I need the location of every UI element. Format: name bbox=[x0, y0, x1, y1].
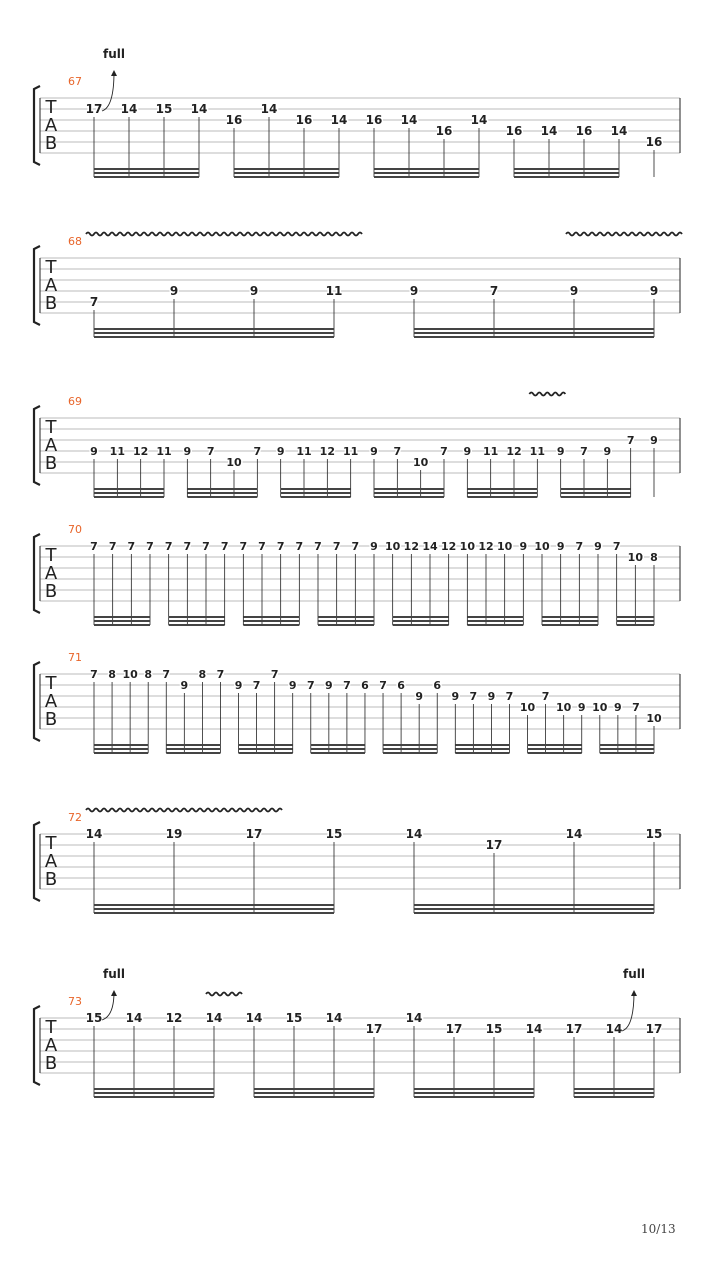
tab-system-73 bbox=[34, 967, 680, 1097]
tab-clef-t: T bbox=[45, 545, 57, 566]
vibrato-mark bbox=[206, 993, 242, 996]
fret-number: 11 bbox=[343, 445, 359, 458]
fret-number: 14 bbox=[330, 113, 348, 127]
fret-number: 7 bbox=[270, 668, 279, 681]
system-bracket bbox=[34, 246, 40, 325]
fret-number: 15 bbox=[325, 827, 343, 841]
system-bracket bbox=[34, 1006, 40, 1085]
fret-number: 14 bbox=[525, 1022, 543, 1036]
fret-number: 16 bbox=[435, 124, 453, 138]
fret-number: 9 bbox=[603, 445, 612, 458]
fret-number: 11 bbox=[109, 445, 125, 458]
fret-number: 10 bbox=[556, 701, 572, 714]
fret-number: 17 bbox=[365, 1022, 383, 1036]
fret-number: 7 bbox=[505, 690, 514, 703]
fret-number: 9 bbox=[577, 701, 586, 714]
fret-number: 7 bbox=[379, 679, 387, 692]
bend-full-label: full bbox=[103, 47, 125, 61]
tab-clef-b: B bbox=[44, 581, 58, 602]
fret-number: 9 bbox=[370, 445, 378, 458]
tab-clef-a: A bbox=[44, 691, 58, 712]
tab-clef-t: T bbox=[45, 257, 57, 278]
measure-number: 70 bbox=[68, 523, 82, 536]
fret-number: 17 bbox=[565, 1022, 583, 1036]
vibrato-mark bbox=[86, 233, 362, 236]
tab-clef-a: A bbox=[44, 851, 58, 872]
system-bracket bbox=[34, 822, 40, 901]
fret-number: 17 bbox=[85, 102, 103, 116]
tab-clef-a: A bbox=[44, 1035, 58, 1056]
fret-number: 9 bbox=[234, 679, 243, 692]
fret-number: 7 bbox=[216, 668, 225, 681]
tab-clef-t: T bbox=[45, 417, 57, 438]
fret-number: 9 bbox=[249, 284, 259, 298]
fret-number: 10 bbox=[592, 701, 608, 714]
fret-number: 14 bbox=[422, 540, 438, 553]
tab-system-68 bbox=[34, 233, 682, 338]
fret-number: 12 bbox=[478, 540, 494, 553]
measure-number: 72 bbox=[68, 811, 82, 824]
bend-full-label: full bbox=[623, 967, 645, 981]
fret-number: 7 bbox=[276, 540, 285, 553]
tab-clef-a: A bbox=[44, 563, 58, 584]
tab-system-67 bbox=[34, 47, 680, 177]
fret-number: 15 bbox=[645, 827, 663, 841]
system-bracket bbox=[34, 86, 40, 165]
fret-number: 14 bbox=[540, 124, 558, 138]
fret-number: 16 bbox=[225, 113, 243, 127]
measure-number: 71 bbox=[68, 651, 82, 664]
fret-number: 7 bbox=[575, 540, 584, 553]
fret-number: 14 bbox=[120, 102, 138, 116]
fret-number: 9 bbox=[569, 284, 579, 298]
fret-number: 10 bbox=[534, 540, 550, 553]
tab-clef-b: B bbox=[44, 709, 58, 730]
fret-number: 11 bbox=[156, 445, 172, 458]
fret-number: 9 bbox=[169, 284, 179, 298]
fret-number: 9 bbox=[650, 434, 658, 447]
tab-clef-b: B bbox=[44, 133, 58, 154]
fret-number: 7 bbox=[127, 540, 136, 553]
fret-number: 16 bbox=[365, 113, 383, 127]
measure-number: 73 bbox=[68, 995, 82, 1008]
fret-number: 7 bbox=[108, 540, 117, 553]
fret-number: 9 bbox=[415, 690, 423, 703]
fret-number: 14 bbox=[325, 1011, 343, 1025]
fret-number: 7 bbox=[252, 679, 261, 692]
fret-number: 10 bbox=[627, 551, 643, 564]
tab-clef-b: B bbox=[44, 1053, 58, 1074]
vibrato-mark bbox=[529, 393, 565, 396]
fret-number: 14 bbox=[205, 1011, 223, 1025]
fret-number: 7 bbox=[220, 540, 229, 553]
tab-clef-a: A bbox=[44, 115, 58, 136]
fret-number: 12 bbox=[441, 540, 457, 553]
fret-number: 7 bbox=[306, 679, 315, 692]
fret-number: 7 bbox=[632, 701, 640, 714]
system-bracket bbox=[34, 534, 40, 613]
fret-number: 9 bbox=[409, 284, 419, 298]
fret-number: 12 bbox=[506, 445, 522, 458]
tab-clef-t: T bbox=[45, 97, 57, 118]
fret-number: 15 bbox=[285, 1011, 303, 1025]
fret-number: 7 bbox=[202, 540, 210, 553]
fret-number: 14 bbox=[610, 124, 628, 138]
tab-clef-t: T bbox=[45, 673, 57, 694]
fret-number: 6 bbox=[433, 679, 442, 692]
fret-number: 7 bbox=[89, 295, 99, 309]
fret-number: 9 bbox=[519, 540, 528, 553]
fret-number: 15 bbox=[155, 102, 173, 116]
fret-number: 12 bbox=[133, 445, 149, 458]
fret-number: 12 bbox=[319, 445, 335, 458]
vibrato-mark bbox=[86, 809, 282, 812]
fret-number: 6 bbox=[361, 679, 369, 692]
fret-number: 14 bbox=[605, 1022, 623, 1036]
fret-number: 14 bbox=[405, 1011, 423, 1025]
fret-number: 10 bbox=[413, 456, 429, 469]
fret-number: 11 bbox=[296, 445, 312, 458]
fret-number: 8 bbox=[108, 668, 116, 681]
fret-number: 16 bbox=[505, 124, 523, 138]
bend-arrowhead bbox=[631, 990, 637, 996]
fret-number: 10 bbox=[646, 712, 662, 725]
fret-number: 7 bbox=[393, 445, 402, 458]
fret-number: 10 bbox=[519, 701, 536, 714]
bend-arrow bbox=[102, 72, 114, 111]
fret-number: 14 bbox=[245, 1011, 263, 1025]
fret-number: 6 bbox=[397, 679, 405, 692]
fret-number: 17 bbox=[445, 1022, 463, 1036]
fret-number: 7 bbox=[164, 540, 173, 553]
fret-number: 9 bbox=[183, 445, 192, 458]
fret-number: 9 bbox=[594, 540, 602, 553]
bend-arrowhead bbox=[111, 990, 117, 996]
fret-number: 9 bbox=[556, 540, 565, 553]
fret-number: 11 bbox=[325, 284, 343, 298]
fret-number: 19 bbox=[165, 827, 183, 841]
tab-system-72 bbox=[34, 809, 680, 914]
fret-number: 15 bbox=[485, 1022, 503, 1036]
tab-clef-t: T bbox=[45, 1017, 57, 1038]
fret-number: 9 bbox=[276, 445, 285, 458]
fret-number: 9 bbox=[463, 445, 472, 458]
fret-number: 7 bbox=[612, 540, 621, 553]
fret-number: 9 bbox=[451, 690, 460, 703]
fret-number: 7 bbox=[258, 540, 266, 553]
fret-number: 7 bbox=[253, 445, 262, 458]
fret-number: 7 bbox=[469, 690, 478, 703]
fret-number: 16 bbox=[575, 124, 593, 138]
fret-number: 7 bbox=[440, 445, 448, 458]
fret-number: 7 bbox=[314, 540, 322, 553]
measure-number: 69 bbox=[68, 395, 82, 408]
fret-number: 11 bbox=[483, 445, 499, 458]
fret-number: 9 bbox=[556, 445, 565, 458]
fret-number: 14 bbox=[405, 827, 423, 841]
fret-number: 7 bbox=[580, 445, 588, 458]
fret-number: 9 bbox=[90, 445, 98, 458]
fret-number: 7 bbox=[206, 445, 215, 458]
fret-number: 14 bbox=[400, 113, 418, 127]
fret-number: 8 bbox=[144, 668, 153, 681]
system-bracket bbox=[34, 406, 40, 485]
measure-number: 68 bbox=[68, 235, 82, 248]
fret-number: 16 bbox=[645, 135, 663, 149]
bend-full-label: full bbox=[103, 967, 125, 981]
vibrato-mark bbox=[566, 233, 682, 236]
fret-number: 7 bbox=[332, 540, 341, 553]
fret-number: 17 bbox=[245, 827, 263, 841]
fret-number: 14 bbox=[85, 827, 103, 841]
tab-clef-t: T bbox=[45, 833, 57, 854]
fret-number: 7 bbox=[183, 540, 192, 553]
fret-number: 7 bbox=[351, 540, 360, 553]
fret-number: 8 bbox=[650, 551, 658, 564]
tab-clef-b: B bbox=[44, 453, 58, 474]
fret-number: 9 bbox=[180, 679, 189, 692]
fret-number: 7 bbox=[343, 679, 351, 692]
fret-number: 14 bbox=[565, 827, 583, 841]
tab-system-69 bbox=[34, 393, 680, 498]
fret-number: 14 bbox=[260, 102, 278, 116]
tab-clef-a: A bbox=[44, 275, 58, 296]
system-bracket bbox=[34, 662, 40, 741]
tab-system-71 bbox=[34, 651, 680, 753]
bend-arrow bbox=[102, 992, 114, 1020]
bend-arrow bbox=[622, 992, 634, 1031]
fret-number: 9 bbox=[487, 690, 496, 703]
fret-number: 7 bbox=[626, 434, 635, 447]
bend-arrowhead bbox=[111, 70, 117, 76]
fret-number: 16 bbox=[295, 113, 313, 127]
fret-number: 9 bbox=[649, 284, 659, 298]
fret-number: 10 bbox=[385, 540, 401, 553]
fret-number: 14 bbox=[125, 1011, 143, 1025]
fret-number: 14 bbox=[470, 113, 488, 127]
fret-number: 9 bbox=[614, 701, 622, 714]
page-number: 10/13 bbox=[641, 1222, 676, 1236]
fret-number: 8 bbox=[198, 668, 207, 681]
fret-number: 12 bbox=[165, 1011, 183, 1025]
fret-number: 12 bbox=[403, 540, 419, 553]
fret-number: 7 bbox=[146, 540, 154, 553]
fret-number: 9 bbox=[288, 679, 297, 692]
fret-number: 7 bbox=[541, 690, 550, 703]
tab-clef-a: A bbox=[44, 435, 58, 456]
fret-number: 10 bbox=[459, 540, 475, 553]
fret-number: 7 bbox=[489, 284, 499, 298]
fret-number: 11 bbox=[529, 445, 545, 458]
tab-system-70 bbox=[34, 523, 680, 625]
fret-number: 15 bbox=[85, 1011, 103, 1025]
fret-number: 10 bbox=[122, 668, 138, 681]
fret-number: 17 bbox=[485, 838, 503, 852]
tab-clef-b: B bbox=[44, 293, 58, 314]
fret-number: 7 bbox=[162, 668, 171, 681]
fret-number: 7 bbox=[295, 540, 304, 553]
fret-number: 9 bbox=[325, 679, 333, 692]
fret-number: 7 bbox=[239, 540, 248, 553]
tab-clef-b: B bbox=[44, 869, 58, 890]
fret-number: 17 bbox=[645, 1022, 663, 1036]
measure-number: 67 bbox=[68, 75, 82, 88]
fret-number: 10 bbox=[497, 540, 513, 553]
fret-number: 14 bbox=[190, 102, 208, 116]
fret-number: 9 bbox=[370, 540, 378, 553]
fret-number: 7 bbox=[90, 668, 98, 681]
fret-number: 7 bbox=[90, 540, 98, 553]
fret-number: 10 bbox=[226, 456, 242, 469]
